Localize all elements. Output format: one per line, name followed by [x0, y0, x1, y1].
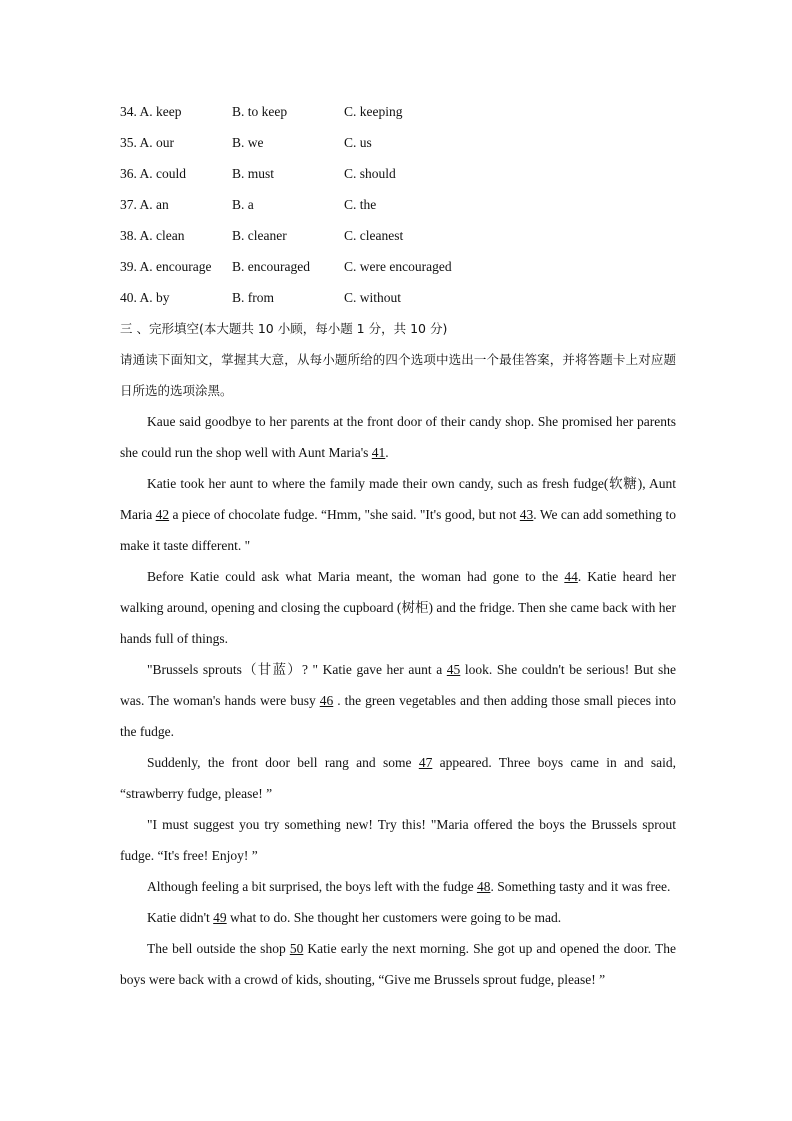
option-row-40	[120, 282, 676, 313]
passage-paragraph: Although feeling a bit surprised, the boys left with the fudge 48. Something tasty and it was free.	[147, 879, 671, 894]
option-b: B. encouraged	[232, 259, 310, 274]
blank-43: 43	[519, 507, 534, 522]
option-a: 39. A. encourage	[120, 259, 212, 274]
blank-46: 46	[319, 693, 334, 708]
option-row-38	[120, 220, 676, 251]
option-c: C. without	[344, 290, 402, 305]
option-c: C. keeping	[344, 104, 403, 119]
blank-44: 44	[564, 569, 578, 584]
option-c: C. cleanest	[344, 228, 404, 243]
blank-47: 47	[418, 755, 433, 770]
section-heading: 三 、完形填空(本大题共 10 小顾，每小题 1 分，共 10 分)	[120, 321, 448, 336]
blank-49: 49	[213, 910, 227, 925]
option-b: B. must	[232, 166, 275, 181]
options-list	[120, 96, 676, 313]
option-b: B. to keep	[232, 104, 288, 119]
passage-paragraph: "Brussels sprouts（甘蓝）? " Katie gave her aunt a 45 look. She couldn't be serious! But she was. The woman's hands were busy 46 . the green vegetables and then adding those small pieces into the fudge.	[120, 662, 676, 739]
option-row-36	[120, 158, 676, 189]
blank-42: 42	[155, 507, 170, 522]
passage-paragraph: The bell outside the shop 50 Katie early the next morning. She got up and opened the door. The boys were back with a crowd of kids, shouting, “Give me Brussels sprout fudge, please! ”	[120, 941, 676, 987]
passage-paragraph: Katie didn't 49 what to do. She thought her customers were going to be mad.	[147, 910, 562, 925]
document-page	[120, 96, 676, 995]
passage-paragraph: Katie took her aunt to where the family made their own candy, such as fresh fudge(软糖), Aunt Maria 42 a piece of chocolate fudge. “Hmm, "she said. "It's good, but not 43. We can add something to make it taste different. "	[120, 476, 676, 553]
option-a: 38. A. clean	[120, 228, 185, 243]
option-a: 37. A. an	[120, 197, 169, 212]
option-b: B. we	[232, 135, 264, 150]
blank-41: 41	[371, 445, 386, 460]
option-row-37	[120, 189, 676, 220]
option-b: B. from	[232, 290, 274, 305]
passage-paragraph: Before Katie could ask what Maria meant, the woman had gone to the 44. Katie heard her walking around, opening and closing the cupboard (树柜) and the fridge. Then she came back with her hands full of things.	[120, 569, 676, 646]
option-c: C. the	[344, 197, 377, 212]
option-a: 40. A. by	[120, 290, 170, 305]
option-a: 36. A. could	[120, 166, 186, 181]
passage-paragraph: Kaue said goodbye to her parents at the front door of their candy shop. She promised her parents she could run the shop well with Aunt Maria's 41.	[120, 414, 676, 460]
blank-50: 50	[289, 941, 304, 956]
option-b: B. a	[232, 197, 254, 212]
option-c: C. us	[344, 135, 372, 150]
option-row-35	[120, 127, 676, 158]
passage-paragraph: Suddenly, the front door bell rang and some 47 appeared. Three boys came in and said, “strawberry fudge, please! ”	[120, 755, 677, 801]
option-row-39	[120, 251, 676, 282]
option-row-34	[120, 96, 676, 127]
blank-48: 48	[476, 879, 491, 894]
passage-paragraph: "I must suggest you try something new! Try this! "Maria offered the boys the Brussels sprout fudge. “It's free! Enjoy! ”	[120, 817, 676, 863]
option-a: 34. A. keep	[120, 104, 182, 119]
section-instructions: 请通读下面知文，掌握其大意，从每小题所给的四个选项中选出一个最佳答案，并将答题卡上对应题日所选的选项涂黑。	[120, 352, 676, 398]
option-a: 35. A. our	[120, 135, 174, 150]
option-c: C. were encouraged	[344, 259, 452, 274]
option-c: C. should	[344, 166, 396, 181]
blank-45: 45	[446, 662, 461, 677]
option-b: B. cleaner	[232, 228, 287, 243]
